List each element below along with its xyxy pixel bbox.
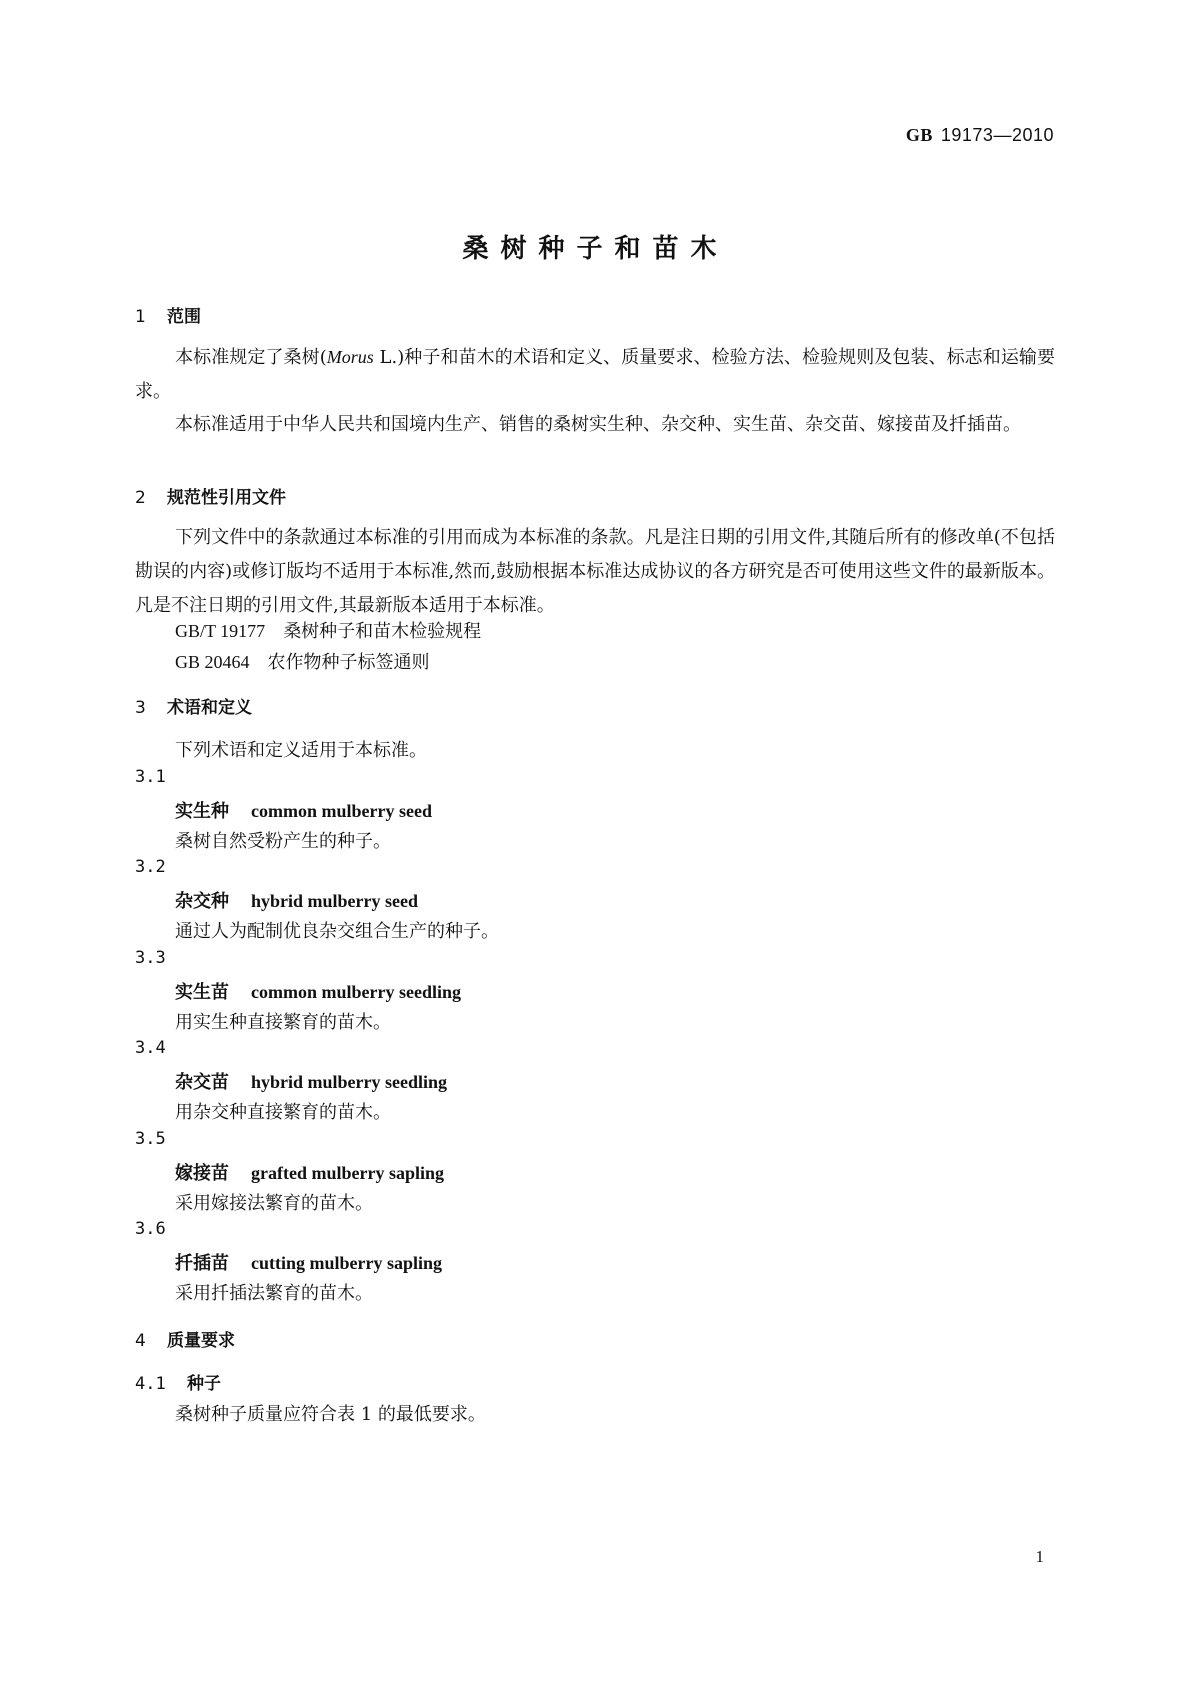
section-number: 2 xyxy=(135,488,146,508)
term-definition: 用杂交种直接繁育的苗木。 xyxy=(175,1102,391,1123)
page-number: 1 xyxy=(1035,1547,1044,1566)
term-number: 3.1 xyxy=(135,767,166,787)
reference-code: GB/T 19177 xyxy=(175,621,266,641)
scope-paragraph-2: 本标准适用于中华人民共和国境内生产、销售的桑树实生种、杂交种、实生苗、杂交苗、嫁接苗及扦插苗。 xyxy=(175,414,1021,435)
term-entry xyxy=(175,978,461,1004)
section-number: 1 xyxy=(135,307,146,327)
scope-paragraph-1: 本标准规定了桑树(Morus L.)种子和苗木的术语和定义、质量要求、检验方法、检验规则及包装、标志和运输要求。 xyxy=(135,347,1055,402)
term-entry xyxy=(175,1068,447,1094)
terms-intro: 下列术语和定义适用于本标准。 xyxy=(175,740,427,761)
term-zh: 杂交苗 xyxy=(175,1072,229,1093)
term-definition: 桑树自然受粉产生的种子。 xyxy=(175,831,391,852)
standard-code: 19173—2010 xyxy=(940,125,1054,145)
section-heading-2 xyxy=(135,483,286,508)
term-en: hybrid mulberry seedling xyxy=(251,1072,448,1092)
subsection-number: 4.1 xyxy=(135,1374,166,1394)
term-en: common mulberry seed xyxy=(251,801,432,821)
genus-name: Morus xyxy=(326,347,374,367)
term-definition: 通过人为配制优良杂交组合生产的种子。 xyxy=(175,921,499,942)
term-entry xyxy=(175,1249,442,1275)
normative-references-paragraph: 下列文件中的条款通过本标准的引用而成为本标准的条款。凡是注日期的引用文件,其随后所有的修改单(不包括勘误的内容)或修订版均不适用于本标准,然而,鼓励根据本标准达成协议的各方研究是否可使用这些文件的最新版本。凡是不注日期的引用文件,其最新版本适用于本标准。 xyxy=(135,527,1055,616)
term-zh: 扦插苗 xyxy=(175,1253,229,1274)
section-number: 3 xyxy=(135,698,146,718)
reference-name: 农作物种子标签通则 xyxy=(267,652,430,673)
term-definition: 采用嫁接法繁育的苗木。 xyxy=(175,1193,373,1214)
section-title: 术语和定义 xyxy=(167,698,252,718)
section-heading-3 xyxy=(135,693,252,718)
reference-name: 桑树种子和苗木检验规程 xyxy=(283,621,482,642)
term-zh: 实生苗 xyxy=(175,982,229,1003)
term-definition: 用实生种直接繁育的苗木。 xyxy=(175,1012,391,1033)
section-heading-4 xyxy=(135,1326,235,1351)
reference-code: GB 20464 xyxy=(175,652,250,672)
standard-number xyxy=(906,125,1054,146)
section-title: 质量要求 xyxy=(167,1331,235,1351)
term-number: 3.6 xyxy=(135,1219,166,1239)
term-en: common mulberry seedling xyxy=(251,982,461,1002)
term-zh: 实生种 xyxy=(175,801,229,822)
term-en: cutting mulberry sapling xyxy=(251,1253,443,1273)
term-en: grafted mulberry sapling xyxy=(251,1163,444,1183)
section-title: 规范性引用文件 xyxy=(167,488,286,508)
term-number: 3.3 xyxy=(135,948,166,968)
term-zh: 嫁接苗 xyxy=(175,1163,229,1184)
subsection-heading xyxy=(135,1369,221,1394)
term-number: 3.2 xyxy=(135,857,166,877)
seed-quality-paragraph: 桑树种子质量应符合表 1 的最低要求。 xyxy=(175,1404,486,1425)
section-number: 4 xyxy=(135,1331,146,1351)
subsection-title: 种子 xyxy=(187,1374,221,1394)
term-en: hybrid mulberry seed xyxy=(251,891,419,911)
term-entry xyxy=(175,887,418,913)
term-number: 3.5 xyxy=(135,1129,166,1149)
term-definition: 采用扦插法繁育的苗木。 xyxy=(175,1283,373,1304)
term-zh: 杂交种 xyxy=(175,891,229,912)
section-heading-1 xyxy=(135,302,201,327)
section-title: 范围 xyxy=(167,307,201,327)
term-entry xyxy=(175,797,432,823)
reference-item xyxy=(175,648,430,674)
document-title: 桑树种子和苗木 xyxy=(462,234,729,264)
reference-item xyxy=(175,617,481,643)
term-entry xyxy=(175,1159,444,1185)
standard-prefix: GB xyxy=(905,125,933,145)
term-number: 3.4 xyxy=(135,1038,166,1058)
